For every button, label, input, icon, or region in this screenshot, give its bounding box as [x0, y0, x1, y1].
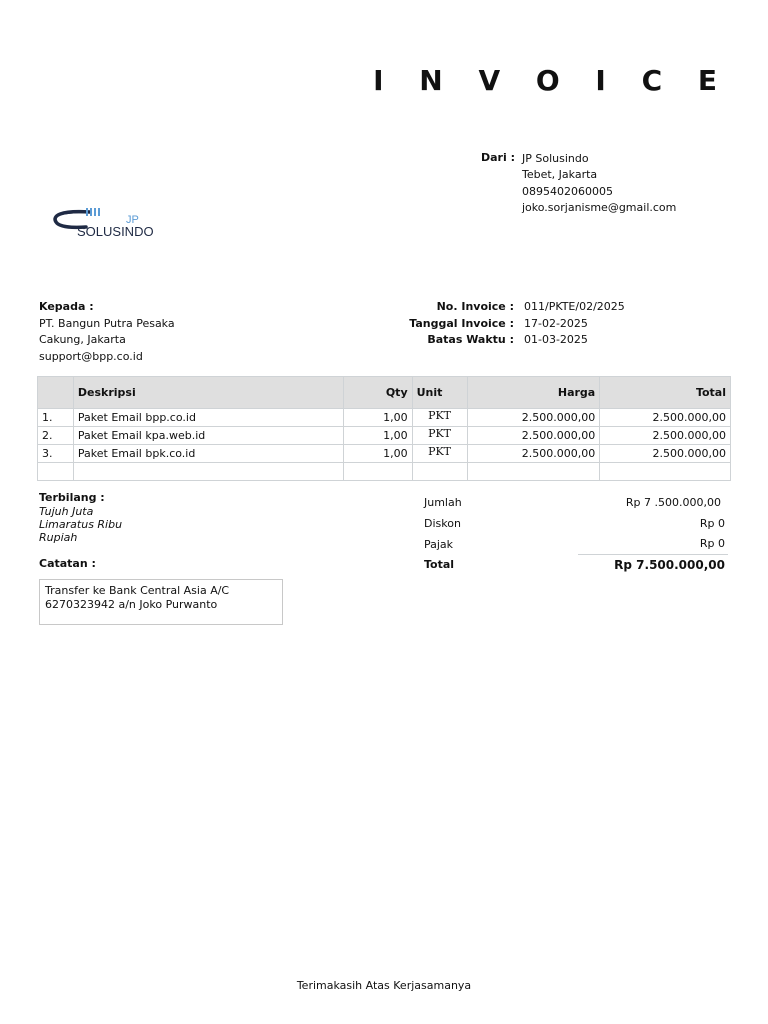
items-table	[37, 376, 731, 481]
diskon-label: Diskon	[424, 517, 461, 530]
diskon-value: Rp 0	[699, 517, 725, 530]
empty-cell	[343, 463, 412, 481]
row-desc: Paket Email kpa.web.id	[73, 427, 343, 445]
col-harga-header: Harga	[467, 377, 600, 409]
from-block	[522, 151, 676, 216]
catatan-label: Catatan :	[39, 557, 96, 570]
terbilang-line: Limaratus Ribu	[39, 518, 123, 531]
terbilang-text	[39, 505, 122, 544]
from-email: joko.sorjanisme@gmail.com	[522, 200, 677, 214]
col-qty-header: Qty	[343, 377, 412, 409]
empty-cell	[600, 463, 731, 481]
table-header-row	[38, 377, 731, 409]
from-phone: 0895402060005	[522, 184, 613, 198]
jumlah-label: Jumlah	[424, 496, 462, 509]
row-harga: 2.500.000,00	[467, 427, 600, 445]
invoice-due-label: Batas Waktu :	[427, 333, 514, 346]
row-qty: 1,00	[343, 445, 412, 463]
row-total: 2.500.000,00	[600, 427, 731, 445]
from-address: Tebet, Jakarta	[522, 168, 598, 182]
invoice-no-label: No. Invoice :	[436, 300, 514, 313]
row-qty: 1,00	[343, 427, 412, 445]
invoice-title: I N V O I C E	[373, 64, 730, 97]
terbilang-line: Tujuh Juta	[39, 505, 94, 518]
table-row-empty	[38, 463, 731, 481]
col-desc-header: Deskripsi	[73, 377, 343, 409]
terbilang-label: Terbilang :	[39, 491, 105, 504]
summary-divider	[578, 554, 728, 555]
table-row	[38, 445, 731, 463]
bill-to-address: Cakung, Jakarta	[39, 333, 126, 346]
row-desc: Paket Email bpp.co.id	[73, 409, 343, 427]
row-total: 2.500.000,00	[600, 445, 731, 463]
row-no: 2.	[38, 427, 74, 445]
terbilang-line: Rupiah	[39, 531, 78, 544]
bill-to-label: Kepada :	[39, 300, 94, 313]
catatan-line: Transfer ke Bank Central Asia A/C	[45, 584, 230, 597]
from-name: JP Solusindo	[522, 152, 589, 165]
total-label: Total	[424, 558, 455, 571]
company-logo	[50, 200, 170, 242]
row-harga: 2.500.000,00	[467, 409, 600, 427]
bill-to-block	[39, 299, 175, 365]
from-label: Dari :	[481, 151, 515, 164]
invoice-meta-labels	[380, 299, 514, 349]
logo-small-text: JP	[126, 214, 139, 226]
row-unit: PKT	[412, 445, 467, 463]
row-no: 1.	[38, 409, 74, 427]
row-unit: PKT	[412, 427, 467, 445]
total-value: Rp 7.500.000,00	[614, 558, 725, 572]
logo-big-text: SOLUSINDO	[77, 224, 154, 239]
catatan-box	[39, 579, 283, 625]
invoice-meta-values	[524, 299, 625, 349]
bill-to-name: PT. Bangun Putra Pesaka	[39, 316, 175, 330]
logo-icon	[50, 200, 170, 242]
footer-text: Terimakasih Atas Kerjasamanya	[296, 979, 472, 992]
invoice-due: 01-03-2025	[524, 333, 588, 346]
bill-to-email: support@bpp.co.id	[39, 349, 143, 363]
jumlah-value: Rp 7 .500.000,00	[625, 496, 721, 509]
empty-cell	[38, 463, 74, 481]
row-unit: PKT	[412, 409, 467, 427]
table-row	[38, 409, 731, 427]
row-desc: Paket Email bpk.co.id	[73, 445, 343, 463]
table-row	[38, 427, 731, 445]
empty-cell	[412, 463, 467, 481]
catatan-line: 6270323942 a/n Joko Purwanto	[45, 597, 218, 611]
pajak-value: Rp 0	[699, 537, 725, 550]
row-no: 3.	[38, 445, 74, 463]
invoice-date: 17-02-2025	[524, 316, 588, 330]
empty-cell	[467, 463, 600, 481]
row-harga: 2.500.000,00	[467, 445, 600, 463]
invoice-date-label: Tanggal Invoice :	[409, 316, 514, 330]
col-unit-header: Unit	[412, 377, 467, 409]
invoice-no: 011/PKTE/02/2025	[524, 300, 625, 313]
col-total-header: Total	[600, 377, 731, 409]
empty-cell	[73, 463, 343, 481]
pajak-label: Pajak	[424, 538, 454, 551]
row-qty: 1,00	[343, 409, 412, 427]
row-total: 2.500.000,00	[600, 409, 731, 427]
col-no-header	[38, 377, 74, 409]
